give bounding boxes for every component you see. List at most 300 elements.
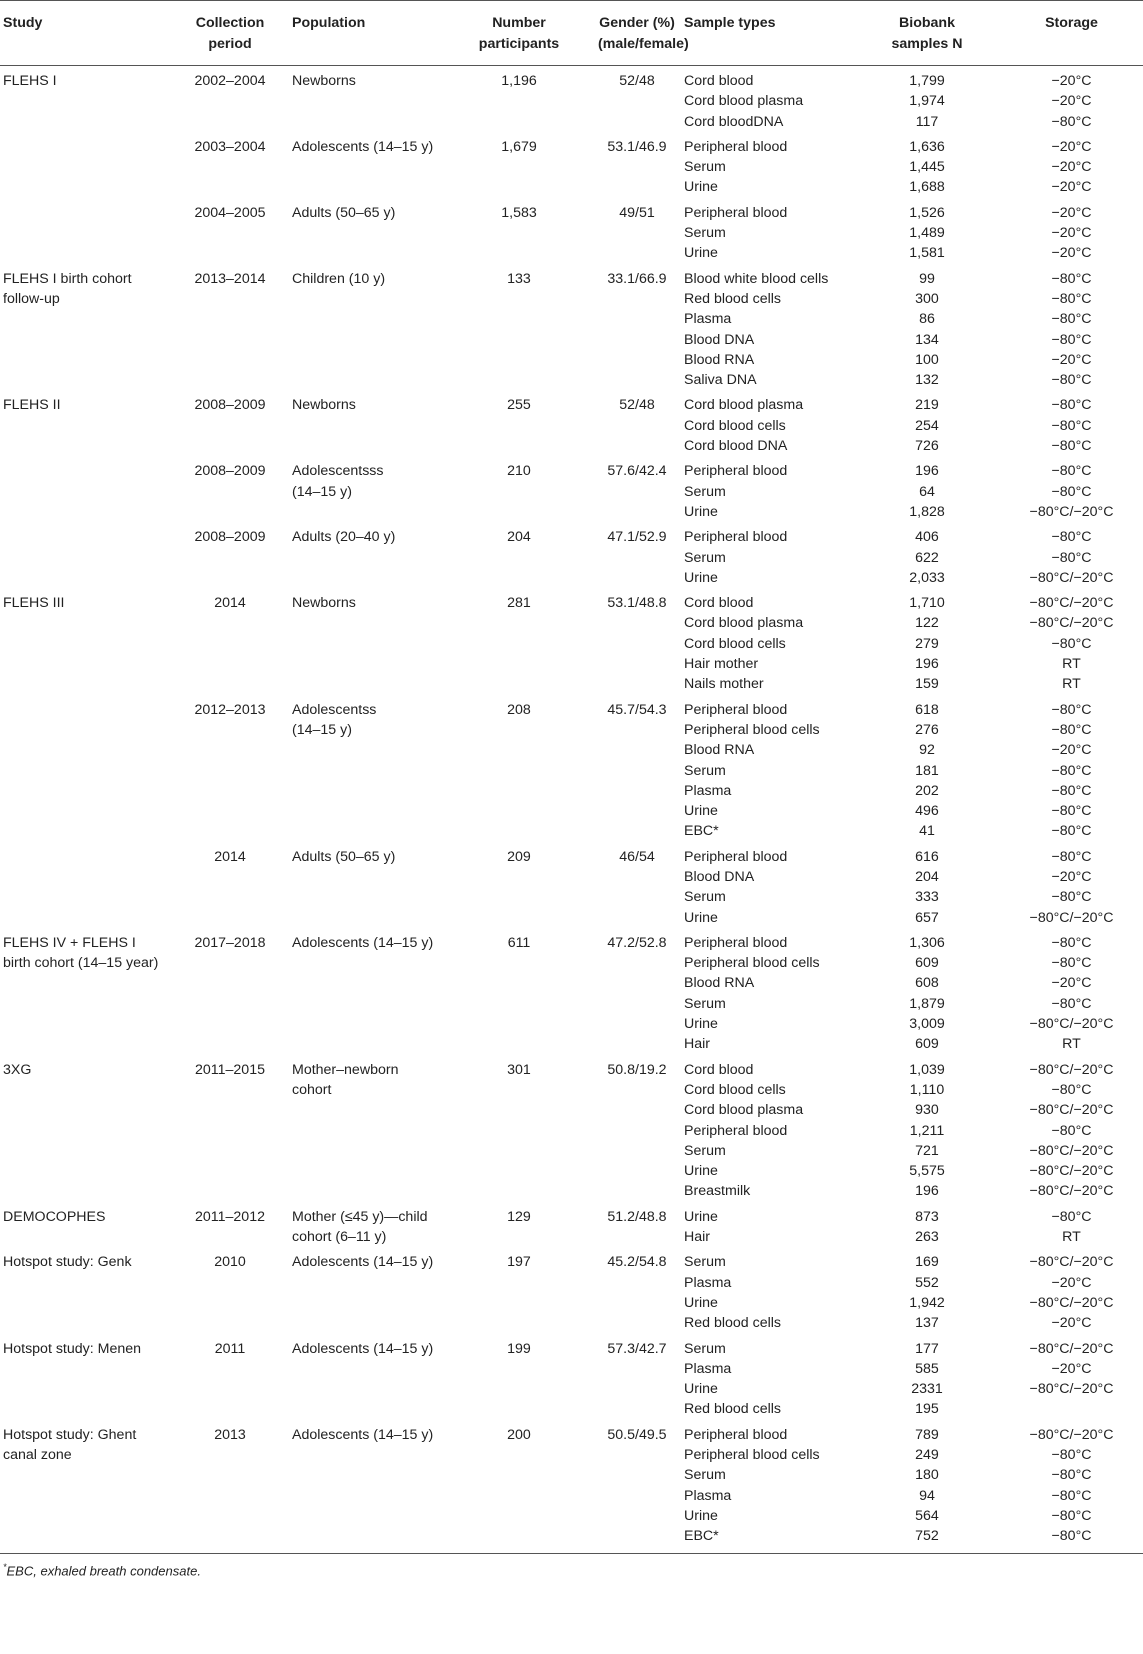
cell-line: −80°C bbox=[1051, 1487, 1092, 1504]
cell-line: Serum bbox=[684, 225, 726, 242]
cell-collection-period bbox=[172, 522, 288, 588]
cell-biobank-count bbox=[854, 522, 1000, 588]
cell-line: 2013 bbox=[214, 1426, 246, 1443]
cell-sample-type bbox=[680, 1202, 854, 1248]
table-row bbox=[0, 588, 1143, 694]
cell-line: 2008–2009 bbox=[194, 397, 266, 414]
cell-line: −20°C bbox=[1051, 138, 1092, 155]
cell-line: Adolescents (14–15 y) bbox=[292, 1340, 434, 1357]
cell-line: Cord blood plasma bbox=[684, 1102, 804, 1119]
cell-line: −20°C bbox=[1051, 1315, 1092, 1332]
cell-line: 1,526 bbox=[909, 204, 945, 221]
cell-number-participants bbox=[444, 132, 594, 198]
cell-line: −20°C bbox=[1051, 179, 1092, 196]
cell-number-participants bbox=[444, 1055, 594, 1202]
cell-line: 564 bbox=[915, 1507, 939, 1524]
cell-line: 301 bbox=[507, 1061, 531, 1078]
cell-line: 1,445 bbox=[909, 159, 945, 176]
cell-line: 57.6/42.4 bbox=[607, 463, 667, 480]
cell-sample-type bbox=[680, 588, 854, 694]
cell-line: cohort (6–11 y) bbox=[292, 1229, 387, 1246]
cell-line: 122 bbox=[915, 615, 939, 632]
cell-line: Plasma bbox=[684, 1360, 732, 1377]
cell-line: Newborns bbox=[292, 73, 356, 89]
cell-line: Urine bbox=[684, 569, 718, 586]
cell-line: 496 bbox=[915, 803, 939, 820]
cell-line: 204 bbox=[915, 868, 939, 885]
cell-biobank-count bbox=[854, 264, 1000, 391]
cell-line: 552 bbox=[915, 1274, 939, 1291]
cell-population bbox=[288, 1055, 444, 1202]
cell-storage bbox=[1000, 1202, 1143, 1248]
cell-biobank-count bbox=[854, 456, 1000, 522]
cell-line: 196 bbox=[915, 656, 939, 673]
cell-line: 1,974 bbox=[909, 93, 945, 110]
table-row bbox=[0, 695, 1143, 842]
cell-line: 1,583 bbox=[501, 204, 537, 221]
cell-line: 616 bbox=[915, 848, 939, 865]
cell-line: RT bbox=[1062, 1229, 1081, 1246]
cell-population bbox=[288, 928, 444, 1055]
cell-line: Blood RNA bbox=[684, 975, 755, 992]
cell-line: −20°C bbox=[1051, 351, 1092, 368]
cell-gender bbox=[594, 842, 680, 928]
cell-number-participants bbox=[444, 264, 594, 391]
cell-biobank-count bbox=[854, 390, 1000, 456]
cell-collection-period bbox=[172, 695, 288, 842]
cell-line: Peripheral blood bbox=[684, 701, 788, 718]
cell-line: 64 bbox=[919, 483, 935, 500]
cell-biobank-count bbox=[854, 695, 1000, 842]
cell-line: (14–15 y) bbox=[292, 483, 352, 500]
cell-line: follow-up bbox=[3, 290, 60, 307]
cell-line: 2331 bbox=[911, 1381, 943, 1398]
cell-line: Urine bbox=[684, 503, 718, 520]
cell-sample-type bbox=[680, 390, 854, 456]
cell-line: −80°C/−20°C bbox=[1029, 1340, 1114, 1357]
cell-study bbox=[0, 1055, 172, 1202]
cell-biobank-count bbox=[854, 1055, 1000, 1202]
cell-line bbox=[1004, 1399, 1139, 1419]
cell-line: 611 bbox=[507, 934, 531, 951]
cell-line: 608 bbox=[915, 975, 939, 992]
cell-line: −80°C bbox=[1051, 721, 1092, 738]
cell-number-participants bbox=[444, 522, 594, 588]
cell-line: −80°C/−20°C bbox=[1029, 595, 1114, 612]
cell-study bbox=[0, 928, 172, 1055]
cell-line: −80°C/−20°C bbox=[1029, 1061, 1114, 1078]
cell-line: 1,879 bbox=[909, 995, 945, 1012]
cell-biobank-count bbox=[854, 1334, 1000, 1420]
cell-line: Urine bbox=[684, 1016, 718, 1033]
cell-line: 406 bbox=[915, 529, 939, 546]
cell-line: 52/48 bbox=[619, 397, 655, 414]
cell-line: −80°C bbox=[1051, 823, 1092, 840]
cell-study bbox=[0, 66, 172, 132]
cell-line: 177 bbox=[915, 1340, 939, 1357]
cell-collection-period bbox=[172, 588, 288, 694]
cell-line: 276 bbox=[915, 721, 939, 738]
cell-line: 50.5/49.5 bbox=[607, 1426, 667, 1443]
cell-line: 52/48 bbox=[619, 73, 655, 89]
cell-line: RT bbox=[1062, 1036, 1081, 1053]
cell-line: 47.1/52.9 bbox=[607, 529, 667, 546]
cell-study bbox=[0, 522, 172, 588]
cell-line: Blood RNA bbox=[684, 742, 755, 759]
cell-line: canal zone bbox=[3, 1447, 72, 1463]
cell-line: Serum bbox=[684, 1340, 726, 1357]
header-gender: Gender (%) (male/female) bbox=[594, 1, 680, 66]
cell-line: Mother–newborn bbox=[292, 1061, 399, 1078]
cell-population bbox=[288, 1247, 444, 1333]
header-storage: Storage bbox=[1000, 1, 1143, 66]
cell-line: −80°C bbox=[1051, 995, 1092, 1012]
cell-number-participants bbox=[444, 390, 594, 456]
cell-line: Peripheral blood cells bbox=[684, 955, 820, 972]
cell-study bbox=[0, 695, 172, 842]
cell-population bbox=[288, 695, 444, 842]
cell-gender bbox=[594, 264, 680, 391]
cell-line: 2012–2013 bbox=[194, 701, 266, 718]
cell-population bbox=[288, 1420, 444, 1554]
cell-line: −80°C/−20°C bbox=[1029, 1381, 1114, 1398]
cell-line: FLEHS III bbox=[3, 595, 65, 612]
cell-line: 134 bbox=[915, 331, 939, 348]
cell-line: −80°C bbox=[1051, 438, 1092, 455]
cell-line: Cord blood cells bbox=[684, 635, 786, 652]
cell-line: −80°C bbox=[1051, 1208, 1092, 1225]
cell-line: −80°C/−20°C bbox=[1029, 1426, 1114, 1443]
cell-line: 45.2/54.8 bbox=[607, 1254, 667, 1271]
cell-line: DEMOCOPHES bbox=[3, 1208, 106, 1225]
cell-number-participants bbox=[444, 1334, 594, 1420]
cell-line: Plasma bbox=[684, 1487, 732, 1504]
cell-line: 618 bbox=[915, 701, 939, 718]
cell-gender bbox=[594, 522, 680, 588]
cell-study bbox=[0, 456, 172, 522]
cell-sample-type bbox=[680, 66, 854, 132]
cell-line: −80°C/−20°C bbox=[1029, 909, 1114, 926]
cell-biobank-count bbox=[854, 198, 1000, 264]
cell-line: −20°C bbox=[1051, 975, 1092, 992]
cell-collection-period bbox=[172, 1334, 288, 1420]
cell-line: 1,679 bbox=[501, 138, 537, 155]
cell-number-participants bbox=[444, 695, 594, 842]
cell-number-participants bbox=[444, 928, 594, 1055]
cell-line: Plasma bbox=[684, 782, 732, 799]
cell-line: Serum bbox=[684, 1142, 726, 1159]
cell-line: −80°C bbox=[1051, 1528, 1092, 1545]
cell-line: 94 bbox=[919, 1487, 935, 1504]
cell-line: −80°C bbox=[1051, 372, 1092, 389]
cell-line: RT bbox=[1062, 656, 1081, 673]
cell-line: Cord blood cells bbox=[684, 1081, 786, 1098]
cell-line: 255 bbox=[507, 397, 531, 414]
cell-line: Serum bbox=[684, 483, 726, 500]
cell-study bbox=[0, 1334, 172, 1420]
cell-line: Red blood cells bbox=[684, 1401, 782, 1418]
cell-line: −20°C bbox=[1051, 868, 1092, 885]
cell-line: −80°C/−20°C bbox=[1029, 1163, 1114, 1180]
cell-line: Peripheral blood cells bbox=[684, 1447, 820, 1463]
cell-line: −80°C/−20°C bbox=[1029, 615, 1114, 632]
cell-storage bbox=[1000, 1334, 1143, 1420]
cell-storage bbox=[1000, 928, 1143, 1055]
cell-gender bbox=[594, 695, 680, 842]
cell-line: −80°C/−20°C bbox=[1029, 1183, 1114, 1200]
cell-line: 92 bbox=[919, 742, 935, 759]
cell-number-participants bbox=[444, 1247, 594, 1333]
cell-population bbox=[288, 132, 444, 198]
cell-line: 86 bbox=[919, 311, 935, 328]
cell-biobank-count bbox=[854, 842, 1000, 928]
cell-line: −80°C bbox=[1051, 529, 1092, 546]
table-row bbox=[0, 1247, 1143, 1333]
cell-line: 199 bbox=[507, 1340, 531, 1357]
cell-gender bbox=[594, 198, 680, 264]
cell-line: birth cohort (14–15 year) bbox=[3, 955, 159, 972]
cell-line: Red blood cells bbox=[684, 290, 782, 307]
cell-line: 726 bbox=[915, 438, 939, 455]
cell-line: −20°C bbox=[1051, 1360, 1092, 1377]
cell-line: Saliva DNA bbox=[684, 372, 757, 389]
cell-line: (14–15 y) bbox=[292, 721, 352, 738]
cell-line: 3,009 bbox=[909, 1016, 945, 1033]
cell-line: 50.8/19.2 bbox=[607, 1061, 667, 1078]
cell-line: −20°C bbox=[1051, 245, 1092, 262]
cell-collection-period bbox=[172, 1247, 288, 1333]
cell-line: −20°C bbox=[1051, 225, 1092, 242]
cell-line: 2011 bbox=[214, 1340, 246, 1357]
cell-line: 53.1/48.8 bbox=[607, 595, 667, 612]
cell-line: FLEHS I birth cohort bbox=[3, 270, 132, 287]
cell-line: 196 bbox=[915, 463, 939, 480]
cell-line: 609 bbox=[915, 955, 939, 972]
cell-line: 45.7/54.3 bbox=[607, 701, 667, 718]
cell-line: Newborns bbox=[292, 595, 356, 612]
footnote: *EBC, exhaled breath condensate. bbox=[3, 1562, 201, 1579]
cell-line: −80°C bbox=[1051, 483, 1092, 500]
cell-line: 300 bbox=[915, 290, 939, 307]
cell-line: −20°C bbox=[1051, 159, 1092, 176]
cell-line: Red blood cells bbox=[684, 1315, 782, 1332]
cell-line: 2010 bbox=[214, 1254, 246, 1271]
cell-line: 1,828 bbox=[909, 503, 945, 520]
table-row bbox=[0, 198, 1143, 264]
table-row bbox=[0, 1334, 1143, 1420]
cell-line: −80°C/−20°C bbox=[1029, 503, 1114, 520]
cell-line: 2014 bbox=[214, 848, 246, 865]
cell-line: 51.2/48.8 bbox=[607, 1208, 667, 1225]
cell-sample-type bbox=[680, 1334, 854, 1420]
cell-line: 930 bbox=[915, 1102, 939, 1119]
header-biobank-samples: Biobank samples N bbox=[854, 1, 1000, 66]
cell-line: 200 bbox=[507, 1426, 531, 1443]
cell-sample-type bbox=[680, 1420, 854, 1554]
cell-collection-period bbox=[172, 456, 288, 522]
cell-line: FLEHS II bbox=[3, 397, 61, 414]
cell-line: 219 bbox=[915, 397, 939, 414]
cell-number-participants bbox=[444, 1420, 594, 1554]
cell-sample-type bbox=[680, 1247, 854, 1333]
cell-line: 2011–2015 bbox=[195, 1061, 265, 1078]
cell-collection-period bbox=[172, 66, 288, 132]
cell-line: −80°C bbox=[1051, 1507, 1092, 1524]
cell-line: Plasma bbox=[684, 1274, 732, 1291]
cell-line: −80°C bbox=[1051, 463, 1092, 480]
cell-number-participants bbox=[444, 588, 594, 694]
table-row bbox=[0, 522, 1143, 588]
cell-line: Serum bbox=[684, 995, 726, 1012]
cell-biobank-count bbox=[854, 928, 1000, 1055]
cell-line: Blood DNA bbox=[684, 331, 755, 348]
cell-collection-period bbox=[172, 390, 288, 456]
cell-population bbox=[288, 842, 444, 928]
cell-line: −80°C/−20°C bbox=[1029, 1102, 1114, 1119]
cell-line: 46/54 bbox=[619, 848, 655, 865]
cell-gender bbox=[594, 66, 680, 132]
cell-line: Urine bbox=[684, 1208, 718, 1225]
cell-biobank-count bbox=[854, 132, 1000, 198]
cell-line: cohort bbox=[292, 1081, 332, 1098]
cell-line: 609 bbox=[915, 1036, 939, 1053]
table-row bbox=[0, 66, 1143, 132]
header-collection-period: Collection period bbox=[172, 1, 288, 66]
cell-gender bbox=[594, 1420, 680, 1554]
cell-line: 100 bbox=[915, 351, 939, 368]
cell-line: Urine bbox=[684, 909, 718, 926]
cell-storage bbox=[1000, 842, 1143, 928]
cell-line: 159 bbox=[915, 676, 939, 693]
cell-line: 752 bbox=[915, 1528, 939, 1545]
cell-line: Hair mother bbox=[684, 656, 759, 673]
cell-line: −20°C bbox=[1051, 93, 1092, 110]
cell-line: −80°C/−20°C bbox=[1029, 1142, 1114, 1159]
cell-number-participants bbox=[444, 198, 594, 264]
cell-sample-type bbox=[680, 522, 854, 588]
cell-storage bbox=[1000, 1055, 1143, 1202]
cell-line: Hotspot study: Ghent bbox=[3, 1426, 137, 1443]
cell-line: −80°C bbox=[1051, 934, 1092, 951]
cell-number-participants bbox=[444, 66, 594, 132]
cell-line: Adolescents (14–15 y) bbox=[292, 934, 434, 951]
cell-line: Serum bbox=[684, 1254, 726, 1271]
cell-line: −80°C bbox=[1051, 549, 1092, 566]
cell-line: 1,211 bbox=[909, 1122, 945, 1139]
cell-line: 47.2/52.8 bbox=[607, 934, 667, 951]
cell-line: Breastmilk bbox=[684, 1183, 751, 1200]
cell-line: Urine bbox=[684, 1381, 718, 1398]
cell-line: 197 bbox=[507, 1254, 531, 1271]
cell-line: 2008–2009 bbox=[194, 463, 266, 480]
cell-population bbox=[288, 456, 444, 522]
cell-population bbox=[288, 264, 444, 391]
cell-line: −80°C bbox=[1051, 848, 1092, 865]
cell-line: 254 bbox=[915, 417, 939, 434]
cell-line: 49/51 bbox=[619, 204, 655, 221]
cell-line: Peripheral blood bbox=[684, 1122, 788, 1139]
cell-line: 2017–2018 bbox=[194, 934, 266, 951]
cell-study bbox=[0, 1202, 172, 1248]
cell-storage bbox=[1000, 695, 1143, 842]
cell-population bbox=[288, 390, 444, 456]
cell-population bbox=[288, 1202, 444, 1248]
cell-line: Newborns bbox=[292, 397, 356, 414]
cell-number-participants bbox=[444, 842, 594, 928]
cell-biobank-count bbox=[854, 1420, 1000, 1554]
cell-line: 180 bbox=[915, 1467, 939, 1484]
cell-line: Cord blood bbox=[684, 595, 754, 612]
cell-line: FLEHS I bbox=[3, 73, 57, 89]
cell-line: 137 bbox=[915, 1315, 939, 1332]
cell-line: EBC* bbox=[684, 823, 719, 840]
cell-line: 181 bbox=[915, 762, 939, 779]
cell-study bbox=[0, 1247, 172, 1333]
cell-line: Mother (≤45 y)—child bbox=[292, 1208, 428, 1225]
cell-line: −80°C bbox=[1051, 955, 1092, 972]
cell-line: 132 bbox=[915, 372, 939, 389]
cell-study bbox=[0, 588, 172, 694]
cell-line: 1,636 bbox=[909, 138, 945, 155]
cell-line: Cord blood bbox=[684, 73, 754, 89]
cell-number-participants bbox=[444, 456, 594, 522]
cell-line: −80°C bbox=[1051, 782, 1092, 799]
cell-line: −80°C bbox=[1051, 290, 1092, 307]
cell-line: Adolescentss bbox=[292, 701, 377, 718]
cell-population bbox=[288, 522, 444, 588]
cell-line: −80°C bbox=[1051, 1467, 1092, 1484]
cell-sample-type bbox=[680, 198, 854, 264]
cell-line: 281 bbox=[507, 595, 531, 612]
cell-sample-type bbox=[680, 456, 854, 522]
cell-line: Serum bbox=[684, 1467, 726, 1484]
cell-line: 99 bbox=[919, 270, 935, 287]
cell-line: −80°C bbox=[1051, 270, 1092, 287]
cell-line: −80°C bbox=[1051, 635, 1092, 652]
cell-line: −20°C bbox=[1051, 73, 1092, 89]
cell-line: Serum bbox=[684, 159, 726, 176]
cell-collection-period bbox=[172, 1202, 288, 1248]
cell-line: 117 bbox=[915, 113, 939, 130]
cell-line: Hotspot study: Genk bbox=[3, 1254, 132, 1271]
cell-line: Hotspot study: Menen bbox=[3, 1340, 142, 1357]
cell-line: Adults (50–65 y) bbox=[292, 204, 396, 221]
cell-gender bbox=[594, 456, 680, 522]
cell-population bbox=[288, 1334, 444, 1420]
table-row bbox=[0, 1202, 1143, 1248]
cell-study bbox=[0, 842, 172, 928]
cell-line: Urine bbox=[684, 1294, 718, 1311]
cell-line: 1,942 bbox=[909, 1294, 945, 1311]
cell-sample-type bbox=[680, 928, 854, 1055]
cell-line: 208 bbox=[507, 701, 531, 718]
cell-line: Cord blood DNA bbox=[684, 438, 788, 455]
cell-line: Blood DNA bbox=[684, 868, 755, 885]
cell-line: −80°C bbox=[1051, 803, 1092, 820]
cell-line: Urine bbox=[684, 245, 718, 262]
cell-line: 2013–2014 bbox=[194, 270, 266, 287]
table-row bbox=[0, 390, 1143, 456]
cell-line: −80°C bbox=[1051, 1081, 1092, 1098]
header-population: Population bbox=[288, 1, 444, 66]
cell-line: Cord bloodDNA bbox=[684, 113, 784, 130]
cell-line: 1,110 bbox=[909, 1081, 945, 1098]
cell-gender bbox=[594, 588, 680, 694]
cell-storage bbox=[1000, 522, 1143, 588]
cell-line: −20°C bbox=[1051, 1274, 1092, 1291]
cell-population bbox=[288, 198, 444, 264]
cell-line: 204 bbox=[507, 529, 531, 546]
